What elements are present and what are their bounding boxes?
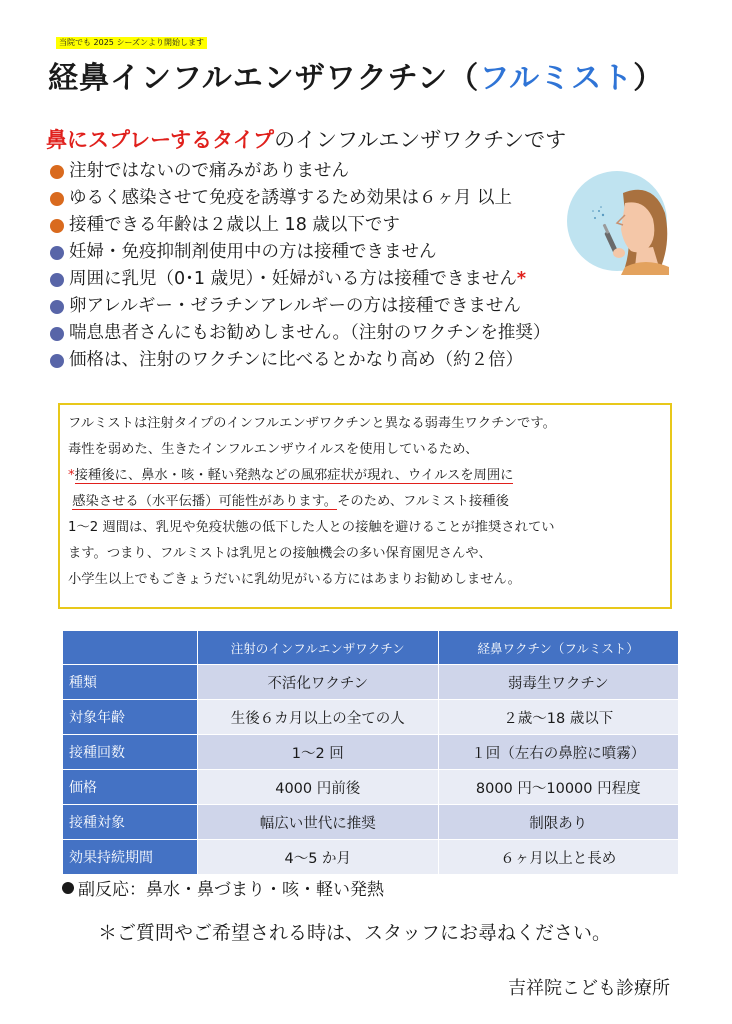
list-item (50, 185, 550, 212)
clinic-name: 吉祥院こども診療所 (508, 978, 670, 999)
table-cell: 不活化ワクチン (198, 665, 439, 700)
table-row (63, 665, 679, 700)
list-item-text: ゆるく感染させて免疫を誘導するため効果は６ヶ月 以上 (69, 188, 513, 208)
list-item (50, 266, 550, 293)
side-effects (62, 875, 384, 900)
table-row (63, 735, 679, 770)
subtitle-rest: のインフルエンザワクチンです (274, 128, 567, 152)
table-cell: 弱毒生ワクチン (438, 665, 679, 700)
info-line: 1～2 週間は、乳児や免疫状態の低下した人との接触を避けることが推奨されてい (68, 520, 555, 535)
info-underlined-text: 感染させる（水平伝播）可能性があります。 (72, 494, 338, 509)
list-item (50, 212, 550, 239)
blue-bullet-icon (50, 300, 64, 314)
comparison-table (62, 630, 679, 875)
table-row (63, 770, 679, 805)
table-cell: ６ヶ月以上と長め (438, 840, 679, 875)
list-item (50, 320, 550, 347)
table-cell: 4000 円前後 (198, 770, 439, 805)
asterisk-mark: * (68, 468, 75, 483)
page-title (48, 53, 664, 97)
table-cell: 4～5 か月 (198, 840, 439, 875)
row-label: 接種回数 (63, 735, 198, 770)
table-cell: 8000 円～10000 円程度 (438, 770, 679, 805)
row-label: 対象年齢 (63, 700, 198, 735)
info-box (58, 403, 672, 609)
side-effects-text: 副反応：鼻水・鼻づまり・咳・軽い発熱 (78, 880, 384, 900)
nasal-spray-illustration-icon (565, 163, 677, 275)
table-cell: ２歳～18 歳以下 (438, 700, 679, 735)
title-accent: フルミスト (479, 61, 634, 96)
season-notice: 当院でも 2025 シーズンより開始します (56, 37, 207, 49)
list-item (50, 239, 550, 266)
orange-bullet-icon (50, 192, 64, 206)
info-line: 小学生以上でもごきょうだいに乳幼児がいる方にはあまりお勧めしません。 (68, 572, 521, 587)
table-row (63, 700, 679, 735)
row-label: 効果持続期間 (63, 840, 198, 875)
info-underlined-text: 接種後に、鼻水・咳・軽い発熱などの風邪症状が現れ、ウイルスを周囲に (74, 468, 514, 483)
subtitle-highlight: 鼻にスプレーするタイプ (46, 128, 275, 152)
info-line: ます。つまり、フルミストは乳児との接触機会の多い保育園児さんや、 (68, 546, 492, 561)
row-label: 価格 (63, 770, 198, 805)
title-close: ） (633, 61, 665, 96)
table-cell: 生後６カ月以上の全ての人 (198, 700, 439, 735)
list-item-text: 喘息患者さんにもお勧めしません。（注射のワクチンを推奨） (69, 323, 551, 343)
blue-bullet-icon (50, 273, 64, 287)
row-label: 接種対象 (63, 805, 198, 840)
list-item-text: 価格は、注射のワクチンに比べるとかなり高め（約２倍） (69, 350, 524, 370)
list-item-text: 卵アレルギー・ゼラチンアレルギーの方は接種できません (69, 296, 521, 316)
info-line (68, 463, 662, 489)
blue-bullet-icon (50, 246, 64, 260)
blue-bullet-icon (50, 354, 64, 368)
table-cell: １回（左右の鼻腔に噴霧） (438, 735, 679, 770)
table-header-row (63, 631, 679, 665)
list-item-text: 妊婦・免疫抑制剤使用中の方は接種できません (69, 242, 437, 262)
list-item (50, 347, 550, 374)
row-label: 種類 (63, 665, 198, 700)
list-item (50, 158, 550, 185)
list-item-text: 周囲に乳児（0･1 歳児）・妊婦がいる方は接種できません (69, 269, 517, 289)
table-row (63, 840, 679, 875)
info-text: そのため、フルミスト接種後 (337, 494, 509, 509)
table-header-cell: 注射のインフルエンザワクチン (198, 631, 439, 665)
blue-bullet-icon (50, 327, 64, 341)
info-line: 毒性を弱めた、生きたインフルエンザウイルスを使用しているため、 (68, 442, 479, 457)
info-line: フルミストは注射タイプのインフルエンザワクチンと異なる弱毒生ワクチンです。 (68, 416, 556, 431)
table-cell: 幅広い世代に推奨 (198, 805, 439, 840)
info-line (68, 489, 662, 515)
contact-note: ＊ご質問やご希望される時は、スタッフにお尋ねください。 (98, 922, 612, 944)
table-cell: 制限あり (438, 805, 679, 840)
table-header-cell: 経鼻ワクチン（フルミスト） (438, 631, 679, 665)
list-item-text: 注射ではないので痛みがありません (69, 161, 349, 181)
table-header-cell (63, 631, 198, 665)
black-bullet-icon (62, 882, 74, 894)
orange-bullet-icon (50, 165, 64, 179)
asterisk-mark: * (516, 269, 526, 289)
subtitle (46, 124, 566, 154)
table-row (63, 805, 679, 840)
table-cell: 1～2 回 (198, 735, 439, 770)
list-item (50, 293, 550, 320)
list-item-text: 接種できる年齢は２歳以上 18 歳以下です (69, 215, 400, 235)
title-main: 経鼻インフルエンザワクチン（ (48, 61, 480, 96)
orange-bullet-icon (50, 219, 64, 233)
feature-list (50, 158, 550, 374)
